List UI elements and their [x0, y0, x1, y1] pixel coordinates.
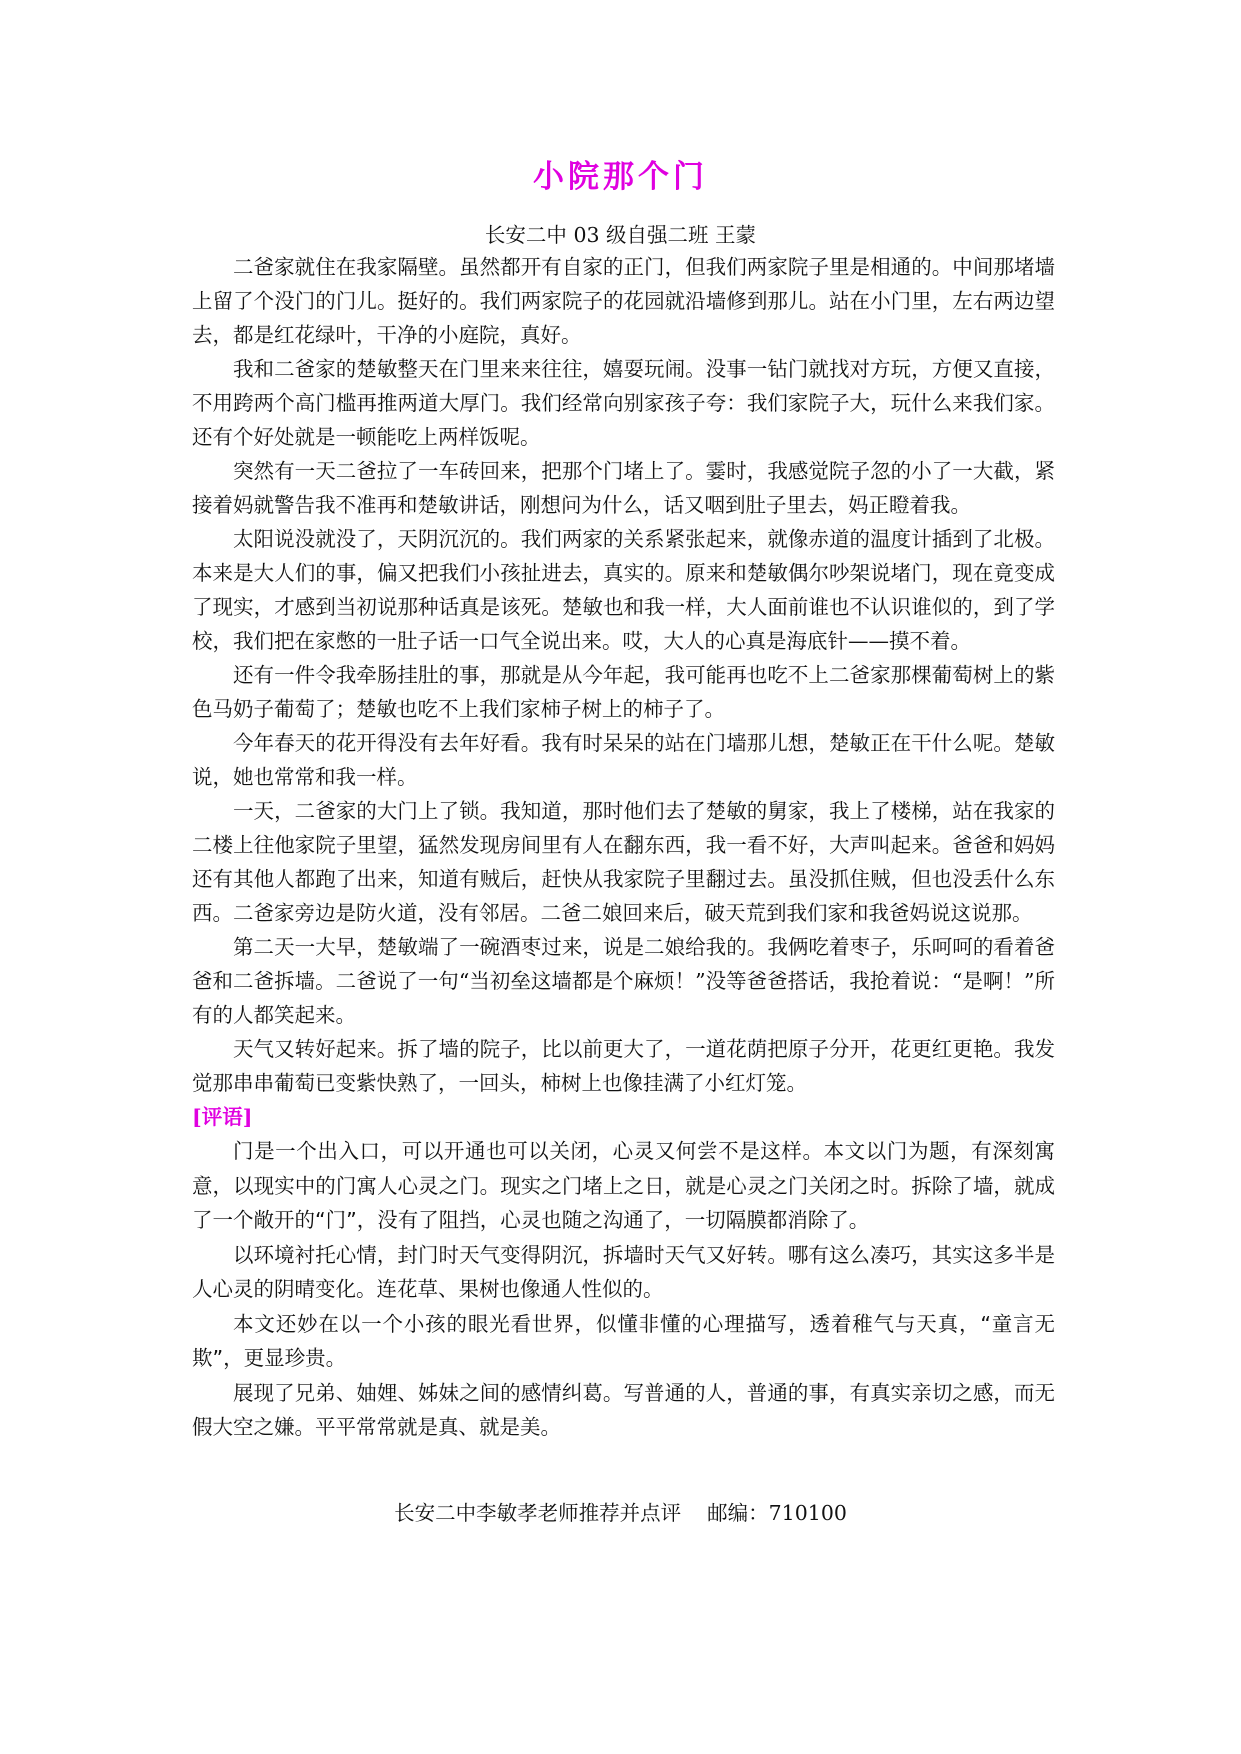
body-paragraph: 今年春天的花开得没有去年好看。我有时呆呆的站在门墙那儿想，楚敏正在干什么呢。楚敏说，她也常常和我一样。	[192, 731, 1055, 789]
author-byline: 长安二中 03 级自强二班 王蒙	[484, 223, 757, 247]
article-title: 小院那个门	[533, 159, 708, 195]
comment-heading: [评语]	[192, 1105, 253, 1129]
comment-paragraph: 展现了兄弟、妯娌、姊妹之间的感情纠葛。写普通的人，普通的事，有真实亲切之感，而无假大空之嫌。平平常常就是真、就是美。	[192, 1380, 1055, 1439]
body-paragraph: 天气又转好起来。拆了墙的院子，比以前更大了，一道花荫把原子分开，花更红更艳。我发觉那串串葡萄已变紫快熟了，一回头，柿树上也像挂满了小红灯笼。	[192, 1037, 1055, 1095]
comment-paragraph: 门是一个出入口，可以开通也可以关闭，心灵又何尝不是这样。本文以门为题，有深刻寓意，以现实中的门寓人心灵之门。现实之门堵上之日，就是心灵之门关闭之时。拆除了墙，就成了一个敞开的“门”，没有了阻挡，心灵也随之沟通了，一切隔膜都消除了。	[192, 1139, 1055, 1232]
comment-paragraph: 以环境衬托心情，封门时天气变得阴沉，拆墙时天气又好转。哪有这么凑巧，其实这多半是人心灵的阴晴变化。连花草、果树也像通人性似的。	[192, 1242, 1055, 1301]
body-paragraph: 二爸家就住在我家隔壁。虽然都开有自家的正门，但我们两家院子里是相通的。中间那堵墙上留了个没门的门儿。挺好的。我们两家院子的花园就沿墙修到那儿。站在小门里，左右两边望去，都是红花绿叶，干净的小庭院，真好。	[192, 255, 1055, 347]
body-paragraph: 第二天一大早，楚敏端了一碗酒枣过来，说是二娘给我的。我俩吃着枣子，乐呵呵的看着爸爸和二爸拆墙。二爸说了一句“当初垒这墙都是个麻烦！”没等爸爸搭话，我抢着说：“是啊！”所有的人都笑起来。	[192, 935, 1055, 1027]
comment-paragraph: 本文还妙在以一个小孩的眼光看世界，似懂非懂的心理描写，透着稚气与天真，“童言无欺”，更显珍贵。	[192, 1311, 1055, 1370]
article-body	[192, 250, 1055, 1445]
body-paragraph: 太阳说没就没了，天阴沉沉的。我们两家的关系紧张起来，就像赤道的温度计插到了北极。本来是大人们的事，偏又把我们小孩扯进去，真实的。原来和楚敏偶尔吵架说堵门，现在竟变成了现实，才感到当初说那种话真是该死。楚敏也和我一样，大人面前谁也不认识谁似的，到了学校，我们把在家憋的一肚子话一口气全说出来。哎，大人的心真是海底针——摸不着。	[192, 527, 1055, 653]
body-paragraph: 还有一件令我牵肠挂肚的事，那就是从今年起，我可能再也吃不上二爸家那棵葡萄树上的紫色马奶子葡萄了；楚敏也吃不上我们家柿子树上的柿子了。	[192, 663, 1055, 721]
body-paragraph: 突然有一天二爸拉了一车砖回来，把那个门堵上了。霎时，我感觉院子忽的小了一大截，紧接着妈就警告我不准再和楚敏讲话，刚想问为什么，话又咽到肚子里去，妈正瞪着我。	[192, 459, 1055, 517]
body-paragraph: 我和二爸家的楚敏整天在门里来来往往，嬉耍玩闹。没事一钻门就找对方玩，方便又直接，不用跨两个高门槛再推两道大厚门。我们经常向别家孩子夸：我们家院子大，玩什么来我们家。还有个好处就是一顿能吃上两样饭呢。	[192, 357, 1055, 449]
recommendation-footer: 长安二中李敏孝老师推荐并点评 邮编：710100	[394, 1501, 847, 1525]
body-paragraph: 一天，二爸家的大门上了锁。我知道，那时他们去了楚敏的舅家，我上了楼梯，站在我家的二楼上往他家院子里望，猛然发现房间里有人在翻东西，我一看不好，大声叫起来。爸爸和妈妈还有其他人都跑了出来，知道有贼后，赶快从我家院子里翻过去。虽没抓住贼，但也没丢什么东西。二爸家旁边是防火道，没有邻居。二爸二娘回来后，破天荒到我们家和我爸妈说这说那。	[192, 799, 1055, 925]
